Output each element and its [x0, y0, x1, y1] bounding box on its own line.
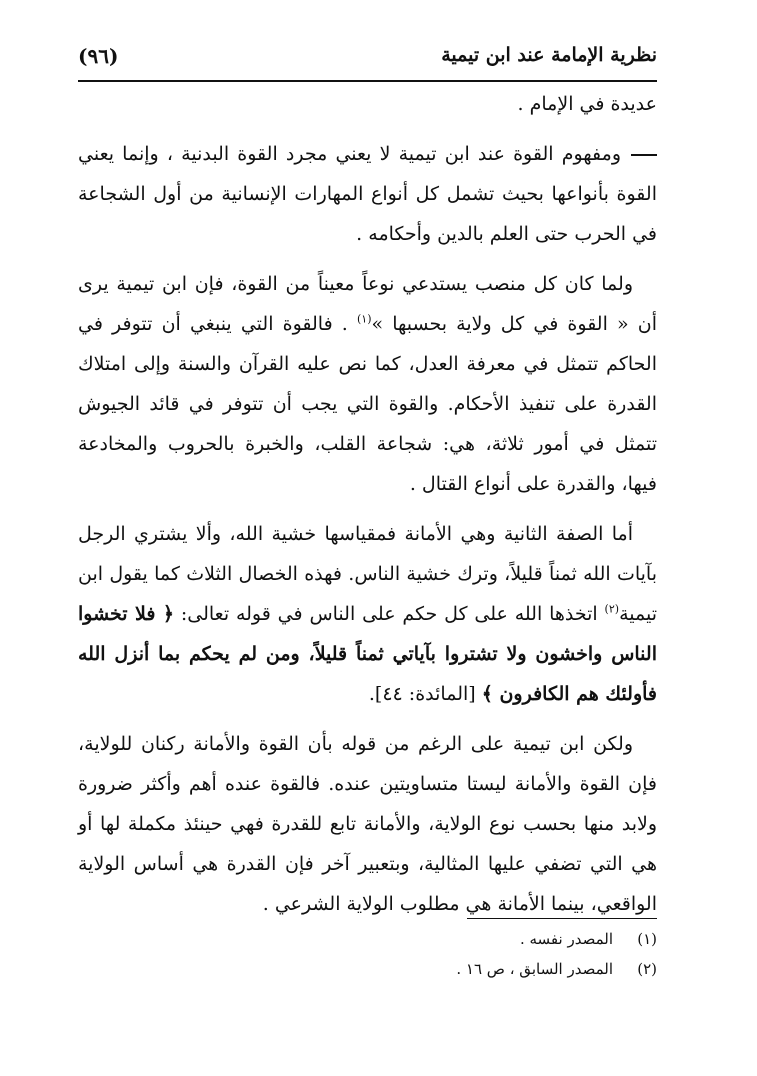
header-rule	[78, 80, 657, 82]
paragraph-strength-concept	[78, 134, 657, 254]
dash-marker	[631, 154, 657, 156]
footnote-text: المصدر نفسه .	[519, 930, 613, 948]
paragraph-trustworthiness	[78, 514, 657, 714]
footnotes	[78, 924, 657, 984]
footnote-2	[78, 954, 657, 984]
paragraph-text: ولما كان كل منصب يستدعي نوعاً معيناً من القوة، فإن ابن تيمية يرى أن « القوة في كل ولاية بحسبها »	[78, 273, 657, 335]
quran-verse: ﴿ فلا تخشوا الناس واخشون ولا تشتروا بآياتي ثمناً قليلاً، ومن لم يحكم بما أنزل الله فأولئك هم الكافرون ﴾	[78, 603, 657, 705]
footnote-number: (١)	[637, 930, 657, 948]
paragraph-comparison: ولكن ابن تيمية على الرغم من قوله بأن القوة والأمانة ركنان للولاية، فإن القوة والأمانة ليستا متساويتين عنده. فالقوة عنده أهم وأكثر ضرورة ولابد منها بحسب نوع الولاية، والأمانة تابع للقدرة فهي حينئذ مكملة لها أو هي التي تضفي عليها المثالية، وبتعبير آخر فإن القدرة هي أساس الولاية الواقعي، بينما الأمانة هي مطلوب الولاية الشرعي .	[78, 733, 657, 915]
paragraph-strength-types	[78, 264, 657, 504]
paragraph-text: ومفهوم القوة عند ابن تيمية لا يعني مجرد القوة البدنية ، وإنما يعني القوة بأنواعها بحيث تشمل كل أنواع المهارات الإنسانية من أول الشجاعة في الحرب حتى العلم بالدين وأحكامه .	[78, 143, 657, 245]
footnote-rule	[467, 918, 657, 919]
paragraph-continuation: عديدة في الإمام .	[517, 93, 657, 115]
footnote-ref-1: (١)	[356, 312, 372, 326]
paragraph-text: . فالقوة التي ينبغي أن تتوفر في الحاكم تتمثل في معرفة العدل، كما نص عليه القرآن والسنة وإلى امتلاك القدرة على تنفيذ الأحكام. والقوة التي يجب أن تتوفر في قائد الجيوش تتمثل في أمور ثلاثة، هي: شجاعة القلب، والخبرة بالحروب والمخادعة فيها، والقدرة على أنواع القتال .	[78, 313, 657, 495]
footnote-number: (٢)	[637, 960, 657, 978]
page-number: (٩٦)	[78, 44, 119, 68]
running-header	[78, 38, 657, 78]
footnote-ref-2: (٢)	[604, 602, 620, 616]
verse-citation: [المائدة: ٤٤].	[368, 683, 482, 705]
paragraph-text: اتخذها الله على كل حكم على الناس في قوله تعالى:	[174, 603, 605, 625]
footnote-1	[78, 924, 657, 954]
paragraph-text: أما الصفة الثانية وهي الأمانة فمقياسها خشية الله، وألا يشتري الرجل بآيات الله ثمناً قليلاً، وترك خشية الناس. فهذه الخصال الثلاث كما يقول ابن تيمية	[78, 523, 657, 625]
main-text	[78, 84, 657, 934]
footnote-text: المصدر السابق ، ص ١٦ .	[456, 960, 613, 978]
running-title: نظرية الإمامة عند ابن تيمية	[441, 44, 657, 66]
